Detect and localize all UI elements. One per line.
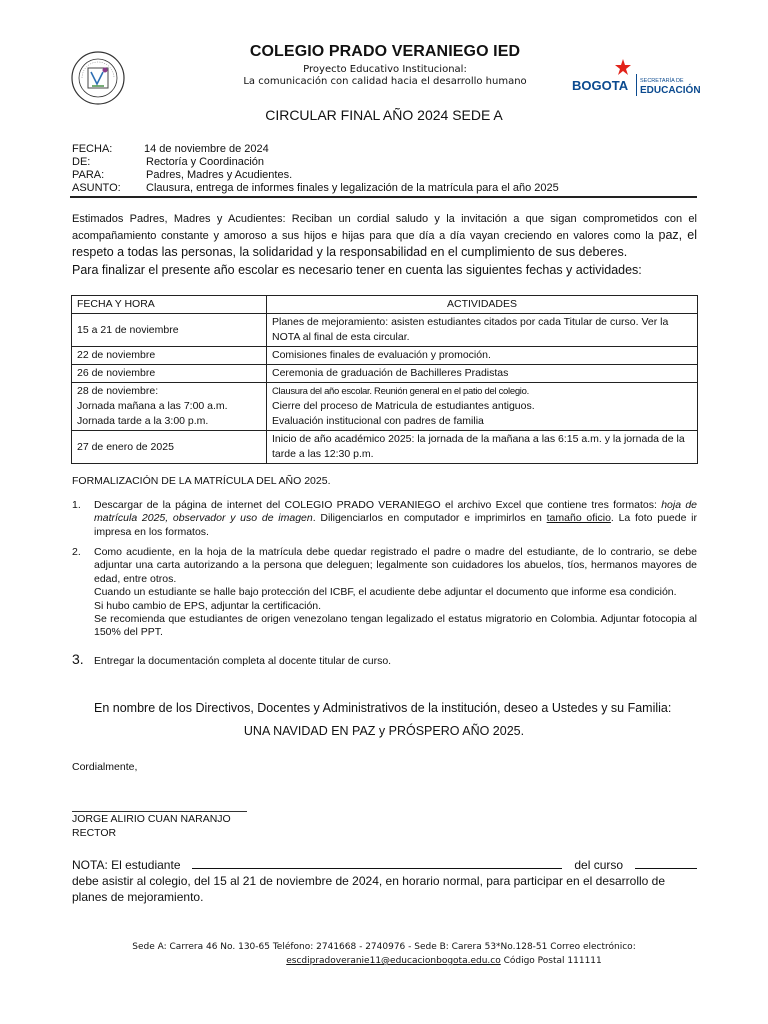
fecha-value: 14 de noviembre de 2024 <box>144 143 269 155</box>
col-header-actividades: ACTIVIDADES <box>267 296 698 314</box>
school-seal-icon <box>70 50 126 106</box>
de-value: Rectoría y Coordinación <box>146 156 265 168</box>
table-row <box>72 383 698 431</box>
table-row <box>72 431 698 464</box>
list-number: 1. <box>72 499 81 511</box>
educacion-text: EDUCACIÓN <box>640 85 701 96</box>
closing-wishes: En nombre de los Directivos, Docentes y Administrativos de la institución, deseo a Ustedes y su Familia: <box>94 701 672 715</box>
row-date: 26 de noviembre <box>72 365 267 383</box>
nota-section <box>72 856 697 905</box>
para-value: Padres, Madres y Acudientes. <box>146 169 293 181</box>
secretaria-text: SECRETARÍA DE <box>640 78 684 84</box>
footer-contact <box>0 954 768 968</box>
row-date: 27 de enero de 2025 <box>72 431 267 464</box>
footer-email-link[interactable]: escdipradoveranie11@educacionbogota.edu.co <box>286 956 501 966</box>
asunto-label: ASUNTO: <box>72 182 121 194</box>
closing-greeting: UNA NAVIDAD EN PAZ y PRÓSPERO AÑO 2025. <box>243 724 525 738</box>
formalization-title: FORMALIZACIÓN DE LA MATRÍCULA DEL AÑO 2025. <box>72 475 331 487</box>
student-name-blank[interactable] <box>192 856 562 869</box>
school-name: COLEGIO PRADO VERANIEGO IED <box>249 43 521 60</box>
footer-postal: Código Postal 111111 <box>500 956 602 966</box>
signer-name: JORGE ALIRIO CUAN NARANJO <box>72 813 231 825</box>
curso-label: del curso <box>574 858 624 872</box>
row-activity: Planes de mejoramiento: asisten estudiantes citados por cada Titular de curso. Ver la NOTA al final de esta circular. <box>267 314 698 347</box>
table-row <box>72 314 698 347</box>
course-blank[interactable] <box>635 856 697 869</box>
row-date: 15 a 21 de noviembre <box>72 314 267 347</box>
row-activity: Inicio de año académico 2025: la jornada de la mañana a las 6:15 a.m. y la jornada de la tarde a las 12:30 p.m. <box>267 431 698 464</box>
signature-line <box>72 811 247 812</box>
footer-address: Sede A: Carrera 46 No. 130-65 Teléfono: 2741668 - 2740976 - Sede B: Carera 53*No.128-51 Correo electrónico: <box>132 942 636 952</box>
intro-text-2: paz, el respeto a todas las personas, la solidaridad y la responsabilidad en el cumplimiento de sus deberes. <box>72 228 697 259</box>
bogota-education-logo-icon <box>570 58 701 98</box>
row-activity-line: Cierre del proceso de Matricula de estudiantes antiguos. <box>272 400 535 412</box>
row-activity: Ceremonia de graduación de Bachilleres Pradistas <box>267 365 698 383</box>
item2-paragraph: Cuando un estudiante se halle bajo protección del ICBF, el acudiente debe adjuntar el documento que informe esa condición. <box>94 586 677 599</box>
row-activity-line: Clausura del año escolar. Reunión general en el patio del colegio. <box>272 386 529 397</box>
para-label: PARA: <box>72 169 105 181</box>
intro-paragraph-2: Para finalizar el presente año escolar es necesario tener en cuenta las siguientes fechas y actividades: <box>72 263 642 277</box>
item1-formats: hoja de matrícula 2025, observador y uso de imagen <box>94 499 698 525</box>
item1-paper-size: tamaño oficio <box>546 512 611 525</box>
fecha-label: FECHA: <box>72 143 113 155</box>
signer-role: RECTOR <box>72 827 117 839</box>
row-activity-line: Evaluación institucional con padres de familia <box>272 415 484 427</box>
item1-text-a: Descargar de la página de internet del COLEGIO PRADO VERANIEGO el archivo Excel que contiene tres formatos: <box>94 499 662 511</box>
list-body: Entregar la documentación completa al docente titular de curso. <box>94 655 392 667</box>
list-number: 2. <box>72 546 81 558</box>
item2-paragraph: Se recomienda que estudiantes de origen venezolano tengan legalizado el estatus migratorio en Colombia. Adjuntar fotocopia al 150% del PPT. <box>94 613 697 639</box>
table-row <box>72 365 698 383</box>
nota-label: NOTA: El estudiante <box>72 858 181 872</box>
row-date-line: Jornada tarde a la 3:00 p.m. <box>77 415 209 427</box>
intro-paragraph <box>72 211 697 261</box>
nota-text: debe asistir al colegio, del 15 al 21 de noviembre de 2024, en horario normal, para participar en el desarrollo de planes de mejoramiento. <box>72 874 666 904</box>
row-activity <box>267 383 698 431</box>
nota-line <box>72 856 697 873</box>
row-date <box>72 383 267 431</box>
row-activity: Comisiones finales de evaluación y promoción. <box>267 347 698 365</box>
bogota-logo-text: BOGOTA <box>572 78 629 93</box>
de-label: DE: <box>72 156 91 168</box>
footer <box>0 940 768 968</box>
item2-paragraph: Si hubo cambio de EPS, adjuntar la certificación. <box>94 599 322 612</box>
col-header-fecha: FECHA Y HORA <box>72 296 267 314</box>
school-motto: La comunicación con calidad hacia el desarrollo humano <box>243 76 527 87</box>
item2-paragraph: Como acudiente, en la hoja de la matrícula debe quedar registrado el padre o madre del estudiante, de lo contrario, se debe adjuntar una carta autorizando a la persona que deleguen; legalmente son cuidadores los abuelos, tíos, hermanos mayores de edad, entre otros. <box>94 546 697 585</box>
intro-text-1: Estimados Padres, Madres y Acudientes: Reciban un cordial saludo y la invitación a que sigan comprometidos con el acompañamiento constante y amoroso a sus hijos e hijas para que día a día vayan creciendo en valores como la <box>72 213 697 242</box>
logo-divider <box>636 74 637 96</box>
header-rule <box>70 196 697 198</box>
row-date-line: 28 de noviembre: <box>77 385 159 397</box>
circular-title: CIRCULAR FINAL AÑO 2024 SEDE A <box>265 107 503 123</box>
row-date-line: Jornada mañana a las 7:00 a.m. <box>77 400 228 412</box>
cordialmente: Cordialmente, <box>72 761 138 773</box>
list-number: 3. <box>72 651 84 667</box>
list-body <box>94 499 697 539</box>
list-body <box>94 546 697 640</box>
school-subtitle: Proyecto Educativo Institucional: <box>303 64 467 75</box>
item1-text-b: . Diligenciarlos en computador e imprimirlos en <box>312 512 547 525</box>
item1-text-c: . La foto puede ir impresa en los formatos. <box>94 512 698 538</box>
table-row <box>72 347 698 365</box>
asunto-value: Clausura, entrega de informes finales y legalización de la matrícula para el año 2025 <box>146 182 559 194</box>
schedule-table <box>71 295 698 464</box>
table-header-row <box>72 296 698 314</box>
row-date: 22 de noviembre <box>72 347 267 365</box>
